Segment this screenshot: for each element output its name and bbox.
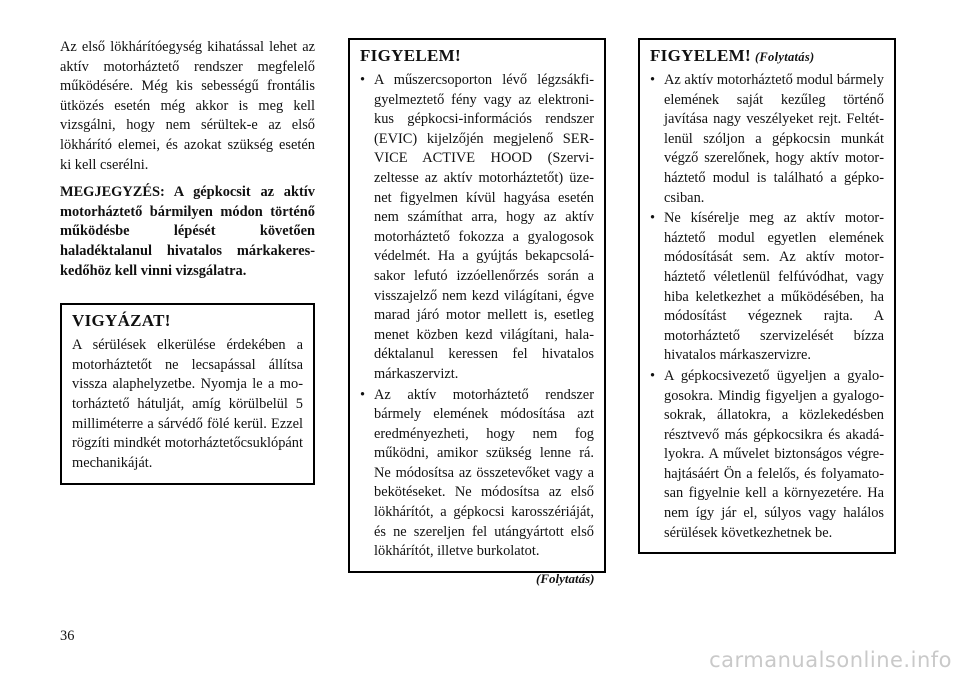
warning-item: • Az aktív motorháztető rendszer bármely elemének módosítása azt eredményezheti, hogy nem fog működni, amikor szükség lenne rá. Ne módosítsa az összetevőket vagy a bekötéseket. Ne módosítsa az első lökhárítót, a gépkocsi karosszériáját, és ne szereljen fel utángyártott első lökhárítót, illetve burkolatot. <box>360 386 594 562</box>
warning-item: • Az aktív motorháztető modul bármely elemének saját kezűleg történő javítása nagy veszélyeket rejt. Feltétlenül szóljon a gépkocsin munkát végző szerelőnek, hogy aktív motorháztető modul is található a gépkocsiban. <box>650 71 884 208</box>
warning-title-right-text: FIGYELEM! <box>650 46 751 65</box>
right-column <box>638 38 896 554</box>
page-number: 36 <box>60 628 75 644</box>
warning-list-right <box>650 71 884 543</box>
warning-item: • Ne kísérelje meg az aktív motorháztető modul egyetlen elemének módosítását sem. Az aktív motorháztető véletlenül felfúvódhat, vagy hiba keletkezhet a működésében, ha módosítást végeznek rajta. A motorháztető szervizelését bízza hivatalos márkaszervizre. <box>650 209 884 366</box>
watermark: carmanualsonline.info <box>709 648 952 672</box>
caution-box <box>60 303 315 485</box>
left-column <box>60 38 315 485</box>
intro-paragraph: Az első lökhárítóegység kihatással lehet az aktív motorháztető rendszer megfelelő működésére. Még kis sebességű frontális ütközés esetén még akkor is meg kell vizsgálni, hogy nem sérültek-e az első lökhárító elemei, és azokat szükség esetén ki kell cserélni. <box>60 39 315 173</box>
warning-box-middle <box>348 38 606 573</box>
warning-list-middle <box>360 71 594 562</box>
warning-item: • A gépkocsivezető ügyeljen a gyalogosokra. Mindig figyeljen a gyalogosokrak, állatokra, a közlekedésben résztvevő más gépkocsikra és akadályokra. A művelet biztonságos végrehajtásáért Ön a felelős, és folyamatosan figyelnie kell a környezetére. Ha nem így jár el, súlyos vagy halálos sérülések következhetnek be. <box>650 367 884 543</box>
middle-column <box>348 38 606 573</box>
warning-box-right <box>638 38 896 554</box>
warning-item: • A műszercsoporton lévő légzsákfigyelmeztető fény vagy az elektronikus gépkocsi-információs rendszer (EVIC) kijelzőjén megjelenő SERVICE ACTIVE HOOD (Szervizeltesse az aktív motorháztetőt) üzenet figyelmen kívül hagyása esetén nem számíthat arra, hogy az aktív motorháztető fokozza a gyalogosok védelmét. Ha a gyújtás bekapcsolásakor lefutó izzóellenőrzés során a visszajelző nem kezd világítani, égve marad járó motor mellett is, esetleg menet közben kezd világítani, haladéktalanul keressen fel hivatalos márkaszervizt. <box>360 71 594 385</box>
caution-text: A sérülések elkerülése érdekében a motorháztetőt ne lecsapással állítsa vissza alaphelyzetbe. Nyomja le a motorháztető hátulját, amíg körülbelül 5 milliméterre a sárvédő fölé kerül. Ezzel rögzíti mindkét motorháztetőcsuklópánt mechanikáját. <box>72 337 303 471</box>
warning-title-middle: FIGYELEM! <box>360 46 461 65</box>
continued-label: (Folytatás) <box>536 571 595 586</box>
caution-title: VIGYÁZAT! <box>72 311 171 331</box>
continued-heading-label: (Folytatás) <box>754 50 815 64</box>
note-paragraph: MEGJEGYZÉS: A gépkocsit az aktív motorháztető bármilyen módon történő működésbe lépését követően haladéktalanul hivatalos márkakereskedőhöz kell vinni vizsgálatra. <box>60 184 315 279</box>
warning-title-right <box>650 46 884 66</box>
